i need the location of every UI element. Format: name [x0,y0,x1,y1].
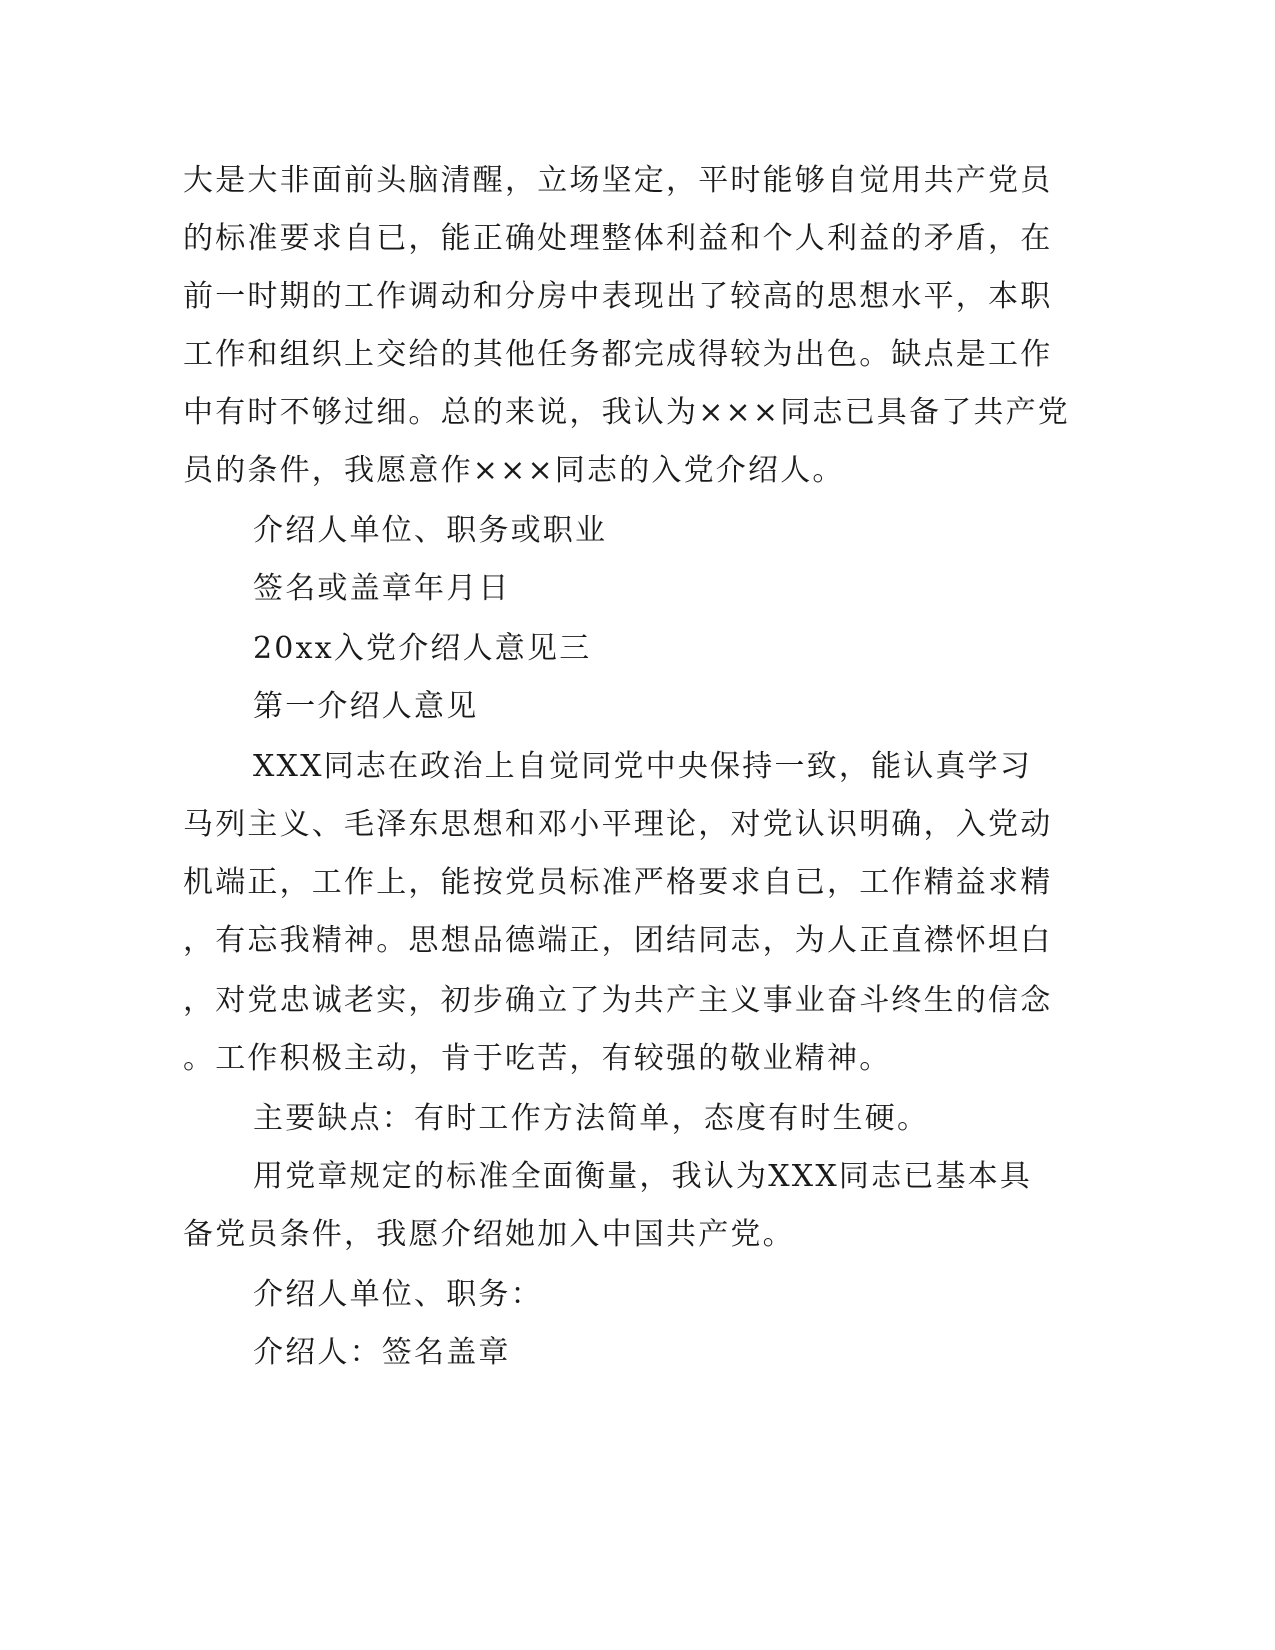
introducer-unit-label: 介绍人单位、职务： [253,1277,543,1312]
body-text-line: 备党员条件，我愿介绍她加入中国共产党。 [183,1217,795,1252]
signature-date-label: 签名或盖章年月日 [253,571,511,606]
shortcomings-line: 主要缺点：有时工作方法简单，态度有时生硬。 [253,1101,930,1136]
body-text-line: XXX同志在政治上自觉同党中央保持一致，能认真学习 [253,749,1033,784]
body-text-line: ，有忘我精神。思想品德端正，团结同志，为人正直襟怀坦白 [183,923,1053,958]
body-text-line: ，对党忠诚老实，初步确立了为共产主义事业奋斗终生的信念 [183,983,1053,1018]
body-text-line: 用党章规定的标准全面衡量，我认为XXX同志已基本具 [253,1159,1033,1194]
body-text-line: 中有时不够过细。总的来说，我认为×××同志已具备了共产党 [183,395,1071,430]
body-text-line: 员的条件，我愿意作×××同志的入党介绍人。 [183,453,845,488]
section-title: 20xx入党介绍人意见三 [253,631,592,666]
body-text-line: 工作和组织上交给的其他任务都完成得较为出色。缺点是工作 [183,337,1053,372]
introducer-signature-label: 介绍人：签名盖章 [253,1335,511,1370]
introducer-unit-label: 介绍人单位、职务或职业 [253,513,608,548]
body-text-line: 。工作积极主动，肯于吃苦，有较强的敬业精神。 [183,1041,892,1076]
body-text-line: 前一时期的工作调动和分房中表现出了较高的思想水平，本职 [183,279,1053,314]
section-subtitle: 第一介绍人意见 [253,689,479,724]
body-text-line: 机端正，工作上，能按党员标准严格要求自已，工作精益求精 [183,865,1053,900]
body-text-line: 的标准要求自已，能正确处理整体利益和个人利益的矛盾，在 [183,221,1053,256]
body-text-line: 大是大非面前头脑清醒，立场坚定，平时能够自觉用共产党员 [183,163,1053,198]
body-text-line: 马列主义、毛泽东思想和邓小平理论，对党认识明确，入党动 [183,807,1053,842]
